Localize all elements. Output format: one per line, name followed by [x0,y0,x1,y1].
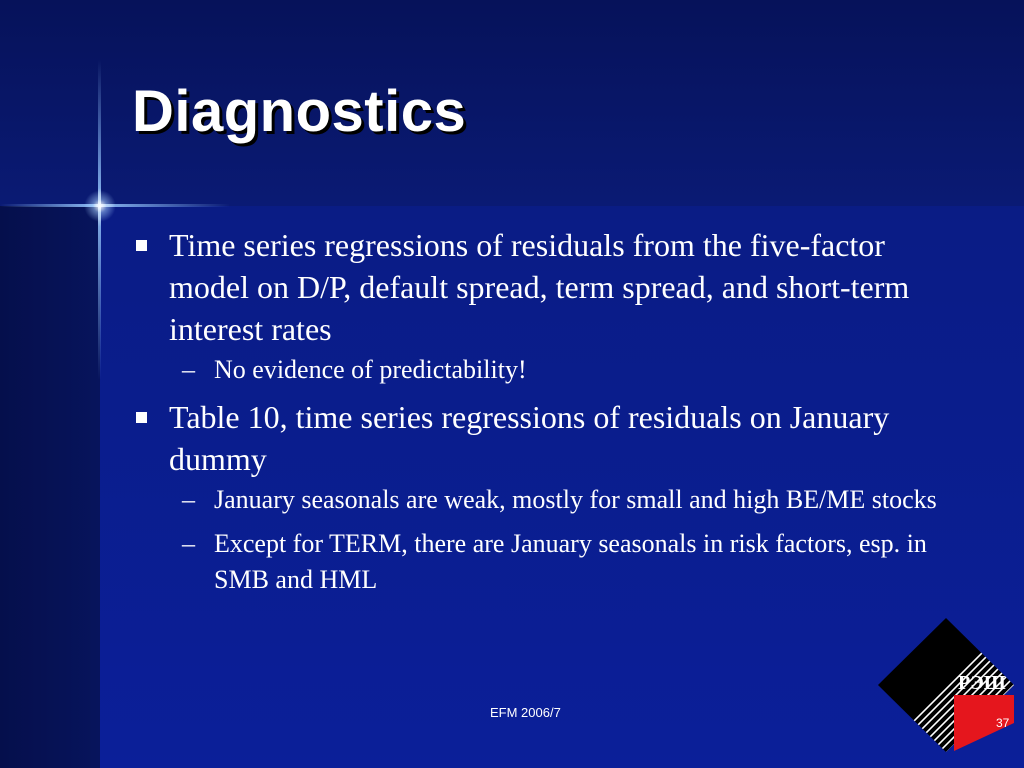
bullet-text: Time series regressions of residuals from the five-factor model on D/P, default spread, term spread, and short-term interest rates [169,227,910,347]
dash-bullet: – [182,485,195,514]
logo-text: РЭШ [958,672,1006,694]
dash-bullet: – [182,355,195,384]
sub-bullet-text: No evidence of predictability! [214,355,527,384]
bullet-text: Table 10, time series regressions of residuals on January dummy [169,399,890,477]
square-bullet-icon [136,412,147,423]
left-band [0,206,100,768]
bullet-item [132,224,962,350]
sub-bullet-item [132,526,962,598]
square-bullet-icon [136,240,147,251]
page-number: 37 [996,716,1010,730]
sub-bullet-item [132,482,962,518]
sub-bullet-text: Except for TERM, there are January seasonals in risk factors, esp. in SMB and HML [214,529,927,594]
star-icon [84,190,116,222]
sub-bullet-text: January seasonals are weak, mostly for small and high BE/ME stocks [214,485,937,514]
sub-bullet-item [132,352,962,388]
slide-body [132,224,962,606]
dash-bullet: – [182,529,195,558]
footer-text: EFM 2006/7 [490,705,561,720]
bullet-item [132,396,962,480]
slide-title: Diagnostics [132,79,467,144]
